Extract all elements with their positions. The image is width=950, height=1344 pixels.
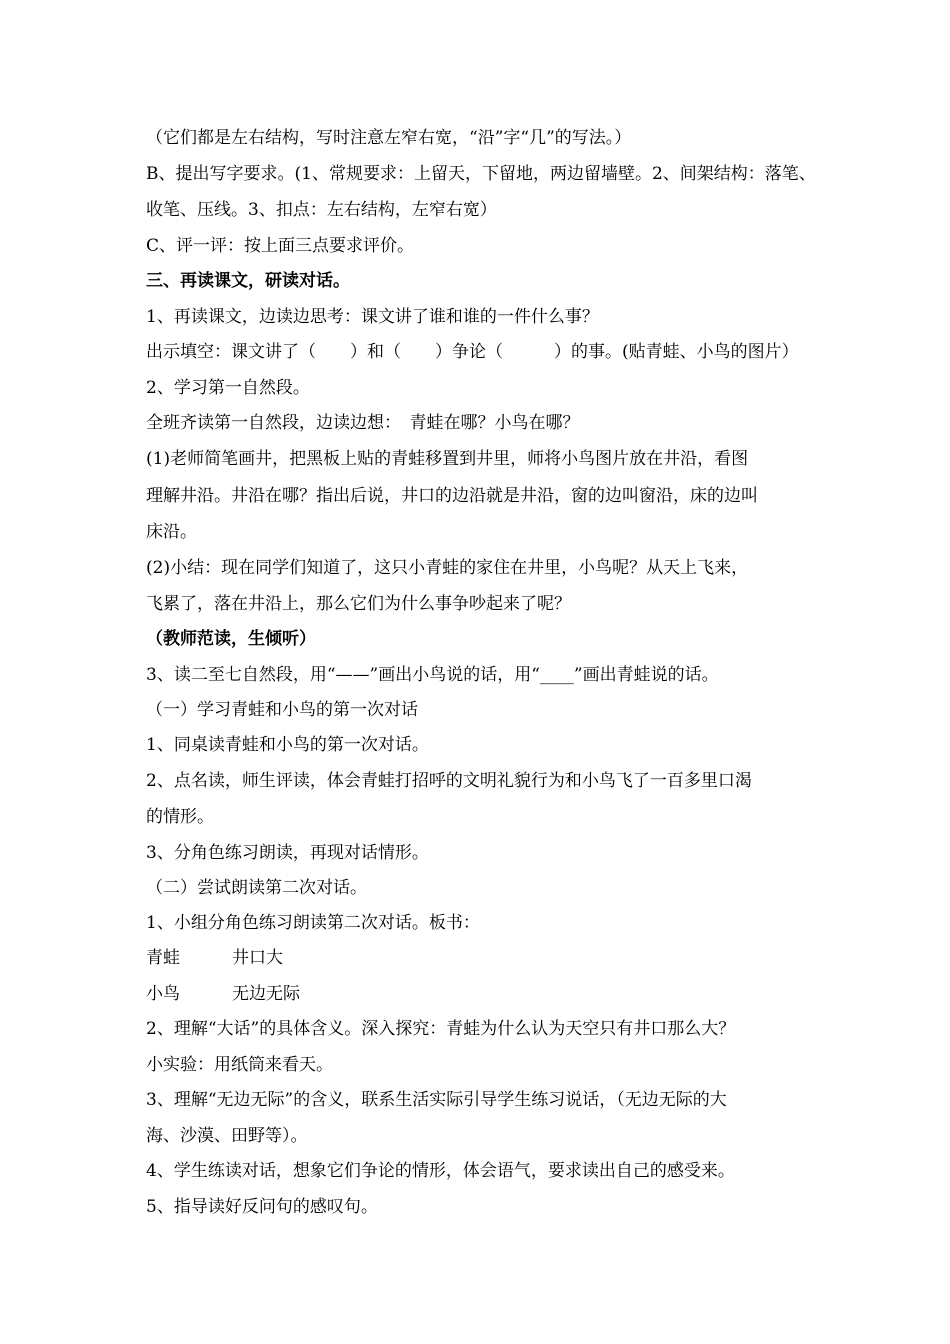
board-row-1-left: 青蛙 (146, 948, 180, 968)
text-line-29: 海、沙漠、田野等）。 (146, 1126, 308, 1146)
text-line-12: 床沿。 (146, 522, 197, 542)
text-line-20: 的情形。 (146, 807, 214, 827)
text-line-8: 2、学习第一自然段。 (146, 378, 310, 398)
text-line-26: 2、理解“大话”的具体含义。深入探究：青蛙为什么认为天空只有井口那么大？ (146, 1019, 736, 1039)
text-line-10: (1)老师简笔画井，把黑板上贴的青蛙移置到井里，师将小鸟图片放在井沿，看图 (146, 449, 749, 469)
text-line-6: 1、再读课文，边读边思考：课文讲了谁和谁的一件什么事？ (146, 307, 599, 327)
board-row-2-left: 小鸟 (146, 984, 180, 1004)
text-line-30: 4、学生练读对话，想象它们争论的情形，体会语气，要求读出自己的感受来。 (146, 1161, 735, 1181)
board-row-1-right: 井口大 (232, 948, 283, 968)
text-line-22: （二）尝试朗读第二次对话。 (146, 878, 367, 898)
text-line-3: 收笔、压线。3、扣点：左右结构，左窄右宽） (146, 200, 497, 220)
board-row-2 (146, 983, 846, 1005)
text-line-7: 出示填空：课文讲了（ ）和（ ）争论（ ）的事。(贴青蛙、小鸟的图片） (146, 342, 799, 362)
text-line-31: 5、指导读好反问句的感叹句。 (146, 1197, 378, 1217)
board-row-1 (146, 947, 846, 969)
text-line-4: C、评一评：按上面三点要求评价。 (146, 236, 415, 256)
section-heading-3: 三、再读课文，研读对话。 (146, 271, 350, 291)
board-row-2-right: 无边无际 (232, 984, 300, 1004)
text-line-23: 1、小组分角色练习朗读第二次对话。板书： (146, 913, 480, 933)
text-line-9: 全班齐读第一自然段，边读边想： 青蛙在哪？小鸟在哪？ (146, 413, 580, 433)
text-line-17: （一）学习青蛙和小鸟的第一次对话 (146, 700, 418, 720)
text-line-15: （教师范读，生倾听） (146, 629, 316, 649)
text-line-19: 2、点名读，师生评读，体会青蛙打招呼的文明礼貌行为和小鸟飞了一百多里口渴 (146, 771, 752, 791)
text-line-28: 3、理解“无边无际”的含义，联系生活实际引导学生练习说话，（无边无际的大 (146, 1090, 727, 1110)
text-line-27: 小实验：用纸筒来看天。 (146, 1055, 333, 1075)
text-line-2: B、提出写字要求。(1、常规要求：上留天，下留地，两边留墙壁。2、间架结构：落笔、 (146, 164, 816, 184)
text-line-11: 理解井沿。井沿在哪？指出后说，井口的边沿就是井沿，窗的边叫窗沿，床的边叫 (146, 486, 758, 506)
text-line-21: 3、分角色练习朗读，再现对话情形。 (146, 843, 429, 863)
text-line-1: （它们都是左右结构，写时注意左窄右宽，“沿”字“几”的写法。） (146, 128, 632, 148)
text-line-16: 3、读二至七自然段，用“——”画出小鸟说的话，用“____”画出青蛙说的话。 (146, 665, 719, 685)
text-line-13: (2)小结：现在同学们知道了，这只小青蛙的家住在井里，小鸟呢？从天上飞来， (146, 558, 749, 578)
text-line-18: 1、同桌读青蛙和小鸟的第一次对话。 (146, 735, 429, 755)
text-line-14: 飞累了，落在井沿上，那么它们为什么事争吵起来了呢？ (146, 594, 571, 614)
